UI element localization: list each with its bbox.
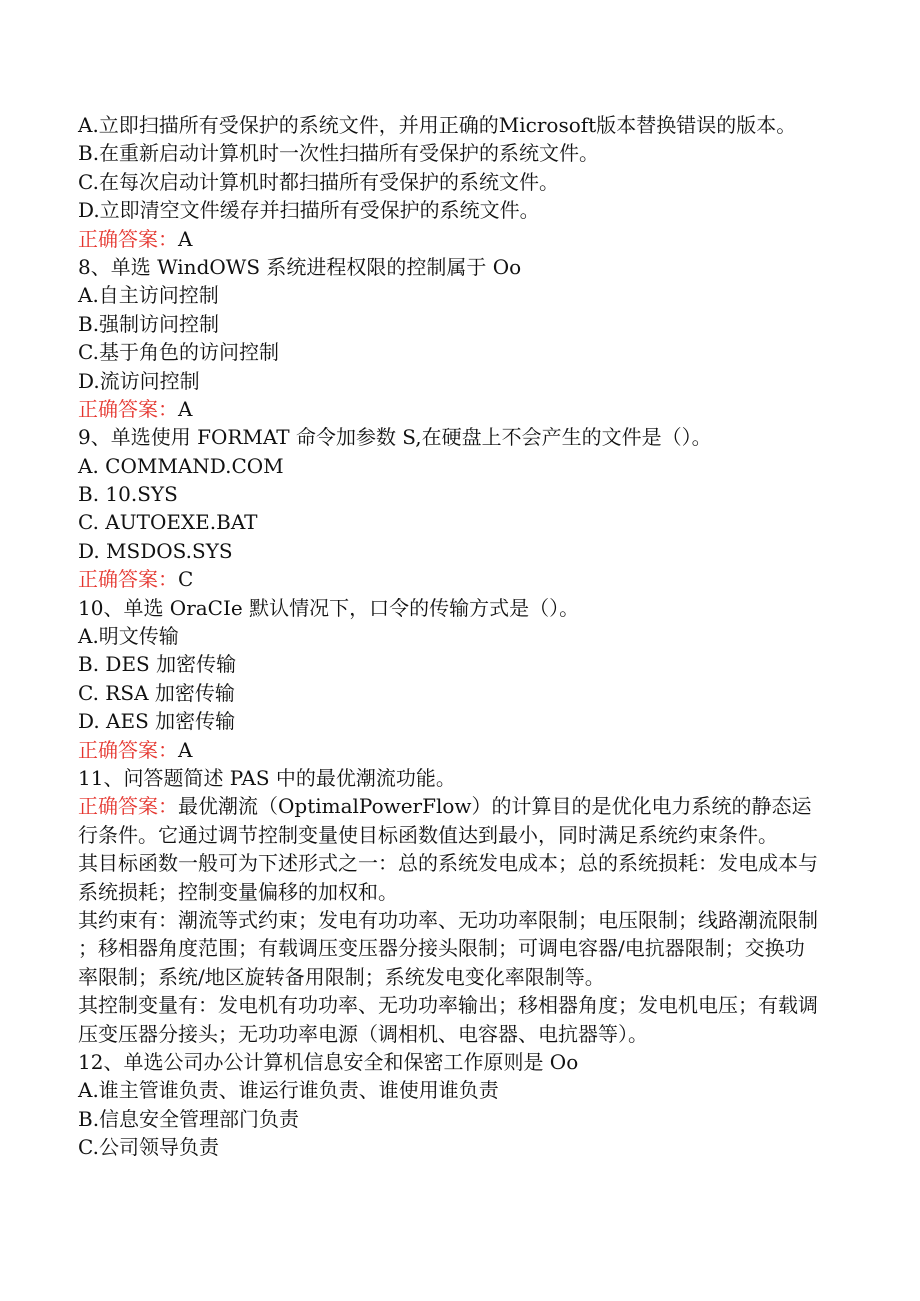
- option-line: B.在重新启动计算机时一次性扫描所有受保护的系统文件。: [78, 141, 600, 166]
- answer-value: A: [178, 226, 193, 251]
- correct-answer: [78, 736, 858, 764]
- option-line: C. AUTOEXE.BAT: [78, 510, 258, 535]
- option-line: A.自主访问控制: [78, 283, 219, 308]
- answer-paragraph: 其约束有：潮流等式约束；发电有功功率、无功功率限制；电压限制；线路潮流限制；移相器角度范围；有载调压变压器分接头限制；可调电容器/电抗器限制；交换功率限制；系统/地区旋转备用限制；系统发电变化率限制等。: [78, 908, 818, 989]
- answer-value: C: [178, 567, 194, 592]
- answer-label: 正确答案：: [78, 226, 178, 251]
- correct-answer: [78, 565, 858, 593]
- option-line: D. AES 加密传输: [78, 709, 236, 734]
- answer-value: A: [178, 396, 193, 421]
- correct-answer: [78, 225, 858, 253]
- answer-value: A: [178, 737, 193, 762]
- option-line: B.信息安全管理部门负责: [78, 1106, 300, 1131]
- correct-answer-paragraph: [78, 792, 820, 849]
- option-line: B. DES 加密传输: [78, 652, 237, 677]
- option-line: A.谁主管谁负责、谁运行谁负责、谁使用谁负责: [78, 1078, 499, 1103]
- question-title: 8、单选 WindOWS 系统进程权限的控制属于 Oo: [78, 254, 522, 279]
- answer-label: 正确答案：: [78, 567, 178, 592]
- option-line: C.基于角色的访问控制: [78, 340, 279, 365]
- answer-text: 最优潮流（OptimalPowerFlow）的计算目的是优化电力系统的静态运行条件。它通过调节控制变量使目标函数值达到最小，同时满足系统约束条件。: [78, 794, 812, 847]
- option-line: C.公司领导负责: [78, 1135, 219, 1160]
- document-body: [78, 111, 858, 1162]
- option-line: C.在每次启动计算机时都扫描所有受保护的系统文件。: [78, 169, 559, 194]
- answer-label: 正确答案：: [78, 737, 178, 762]
- option-line: B. 10.SYS: [78, 482, 178, 507]
- correct-answer: [78, 395, 858, 423]
- option-line: B.强制访问控制: [78, 311, 220, 336]
- option-line: D.立即清空文件缓存并扫描所有受保护的系统文件。: [78, 198, 540, 223]
- option-line: D. MSDOS.SYS: [78, 538, 233, 563]
- answer-label: 正确答案：: [78, 396, 178, 421]
- option-line: A. COMMAND.COM: [78, 453, 284, 478]
- question-title: 12、单选公司办公计算机信息安全和保密工作原则是 Oo: [78, 1050, 579, 1075]
- option-line: D.流访问控制: [78, 368, 200, 393]
- answer-label: 正确答案：: [78, 794, 178, 819]
- answer-paragraph: 其控制变量有：发电机有功功率、无功功率输出；移相器角度；发电机电压；有载调压变压器分接头；无功功率电源（调相机、电容器、电抗器等）。: [78, 993, 818, 1046]
- option-line: C. RSA 加密传输: [78, 680, 235, 705]
- question-title: 9、单选使用 FORMAT 命令加参数 S,在硬盘上不会产生的文件是（）。: [78, 425, 712, 450]
- question-title: 10、单选 OraCIe 默认情况下，口令的传输方式是（）。: [78, 595, 580, 620]
- option-line: A.立即扫描所有受保护的系统文件，并用正确的Microsoft版本替换错误的版本。: [78, 113, 797, 137]
- question-title: 11、问答题简述 PAS 中的最优潮流功能。: [78, 765, 456, 790]
- answer-paragraph: 其目标函数一般可为下述形式之一：总的系统发电成本；总的系统损耗：发电成本与系统损耗；控制变量偏移的加权和。: [78, 851, 818, 904]
- option-line: A.明文传输: [78, 624, 179, 649]
